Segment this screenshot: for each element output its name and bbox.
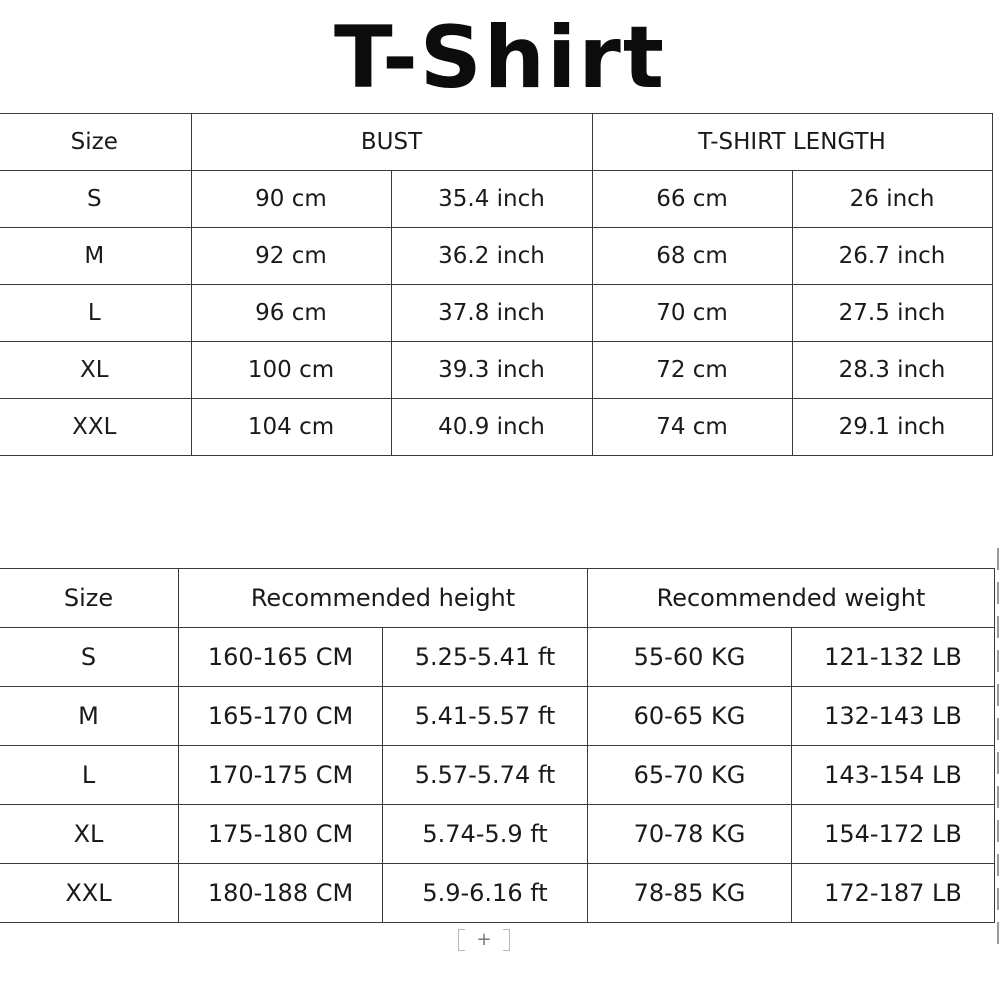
bust-header: BUST (191, 114, 592, 171)
table-row (0, 285, 992, 342)
weight-lb-cell: 154-172 LB (792, 805, 995, 864)
length-cm-cell: 72 cm (592, 342, 792, 399)
table-row (0, 342, 992, 399)
weight-lb-cell: 132-143 LB (792, 687, 995, 746)
bust-cm-cell: 104 cm (191, 399, 391, 456)
weight-kg-cell: 55-60 KG (588, 628, 792, 687)
weight-lb-cell: 172-187 LB (792, 864, 995, 923)
bust-cm-cell: 100 cm (191, 342, 391, 399)
add-row-button[interactable] (458, 929, 510, 951)
page-title: T-Shirt (334, 8, 666, 108)
table-row (0, 228, 992, 285)
height-cm-cell: 175-180 CM (179, 805, 383, 864)
size-cell: S (0, 628, 179, 687)
size-header: Size (0, 569, 179, 628)
table-header-row (0, 114, 992, 171)
height-cm-cell: 160-165 CM (179, 628, 383, 687)
height-cm-cell: 170-175 CM (179, 746, 383, 805)
table-row (0, 805, 995, 864)
weight-lb-cell: 121-132 LB (792, 628, 995, 687)
table-row (0, 171, 992, 228)
size-cell: L (0, 746, 179, 805)
height-ft-cell: 5.9-6.16 ft (383, 864, 588, 923)
recommended-weight-header: Recommended weight (588, 569, 995, 628)
table-row (0, 399, 992, 456)
weight-kg-cell: 78-85 KG (588, 864, 792, 923)
size-chart-table (0, 113, 993, 456)
length-inch-cell: 27.5 inch (792, 285, 992, 342)
height-ft-cell: 5.57-5.74 ft (383, 746, 588, 805)
bust-inch-cell: 35.4 inch (391, 171, 592, 228)
bust-inch-cell: 36.2 inch (391, 228, 592, 285)
size-cell: XXL (0, 399, 191, 456)
height-ft-cell: 5.74-5.9 ft (383, 805, 588, 864)
recommendation-table (0, 568, 995, 923)
length-cm-cell: 74 cm (592, 399, 792, 456)
bust-inch-cell: 39.3 inch (391, 342, 592, 399)
tshirt-length-header: T-SHIRT LENGTH (592, 114, 992, 171)
size-cell: M (0, 228, 191, 285)
bracket-right (503, 929, 510, 951)
table-row (0, 628, 995, 687)
size-cell: S (0, 171, 191, 228)
weight-kg-cell: 60-65 KG (588, 687, 792, 746)
size-cell: XXL (0, 864, 179, 923)
weight-kg-cell: 70-78 KG (588, 805, 792, 864)
height-ft-cell: 5.41-5.57 ft (383, 687, 588, 746)
length-cm-cell: 66 cm (592, 171, 792, 228)
bracket-left (458, 929, 465, 951)
size-cell: XL (0, 805, 179, 864)
plus-icon: + (476, 929, 492, 950)
table-edge-marker (997, 548, 999, 948)
table-row (0, 864, 995, 923)
size-header: Size (0, 114, 191, 171)
bust-inch-cell: 37.8 inch (391, 285, 592, 342)
length-inch-cell: 26.7 inch (792, 228, 992, 285)
size-cell: XL (0, 342, 191, 399)
bust-cm-cell: 92 cm (191, 228, 391, 285)
recommended-height-header: Recommended height (179, 569, 588, 628)
length-inch-cell: 26 inch (792, 171, 992, 228)
length-cm-cell: 70 cm (592, 285, 792, 342)
table-row (0, 687, 995, 746)
table-row (0, 746, 995, 805)
size-cell: L (0, 285, 191, 342)
length-cm-cell: 68 cm (592, 228, 792, 285)
bust-cm-cell: 96 cm (191, 285, 391, 342)
bust-inch-cell: 40.9 inch (391, 399, 592, 456)
length-inch-cell: 28.3 inch (792, 342, 992, 399)
height-ft-cell: 5.25-5.41 ft (383, 628, 588, 687)
table-header-row (0, 569, 995, 628)
bust-cm-cell: 90 cm (191, 171, 391, 228)
height-cm-cell: 180-188 CM (179, 864, 383, 923)
weight-lb-cell: 143-154 LB (792, 746, 995, 805)
length-inch-cell: 29.1 inch (792, 399, 992, 456)
height-cm-cell: 165-170 CM (179, 687, 383, 746)
size-cell: M (0, 687, 179, 746)
weight-kg-cell: 65-70 KG (588, 746, 792, 805)
